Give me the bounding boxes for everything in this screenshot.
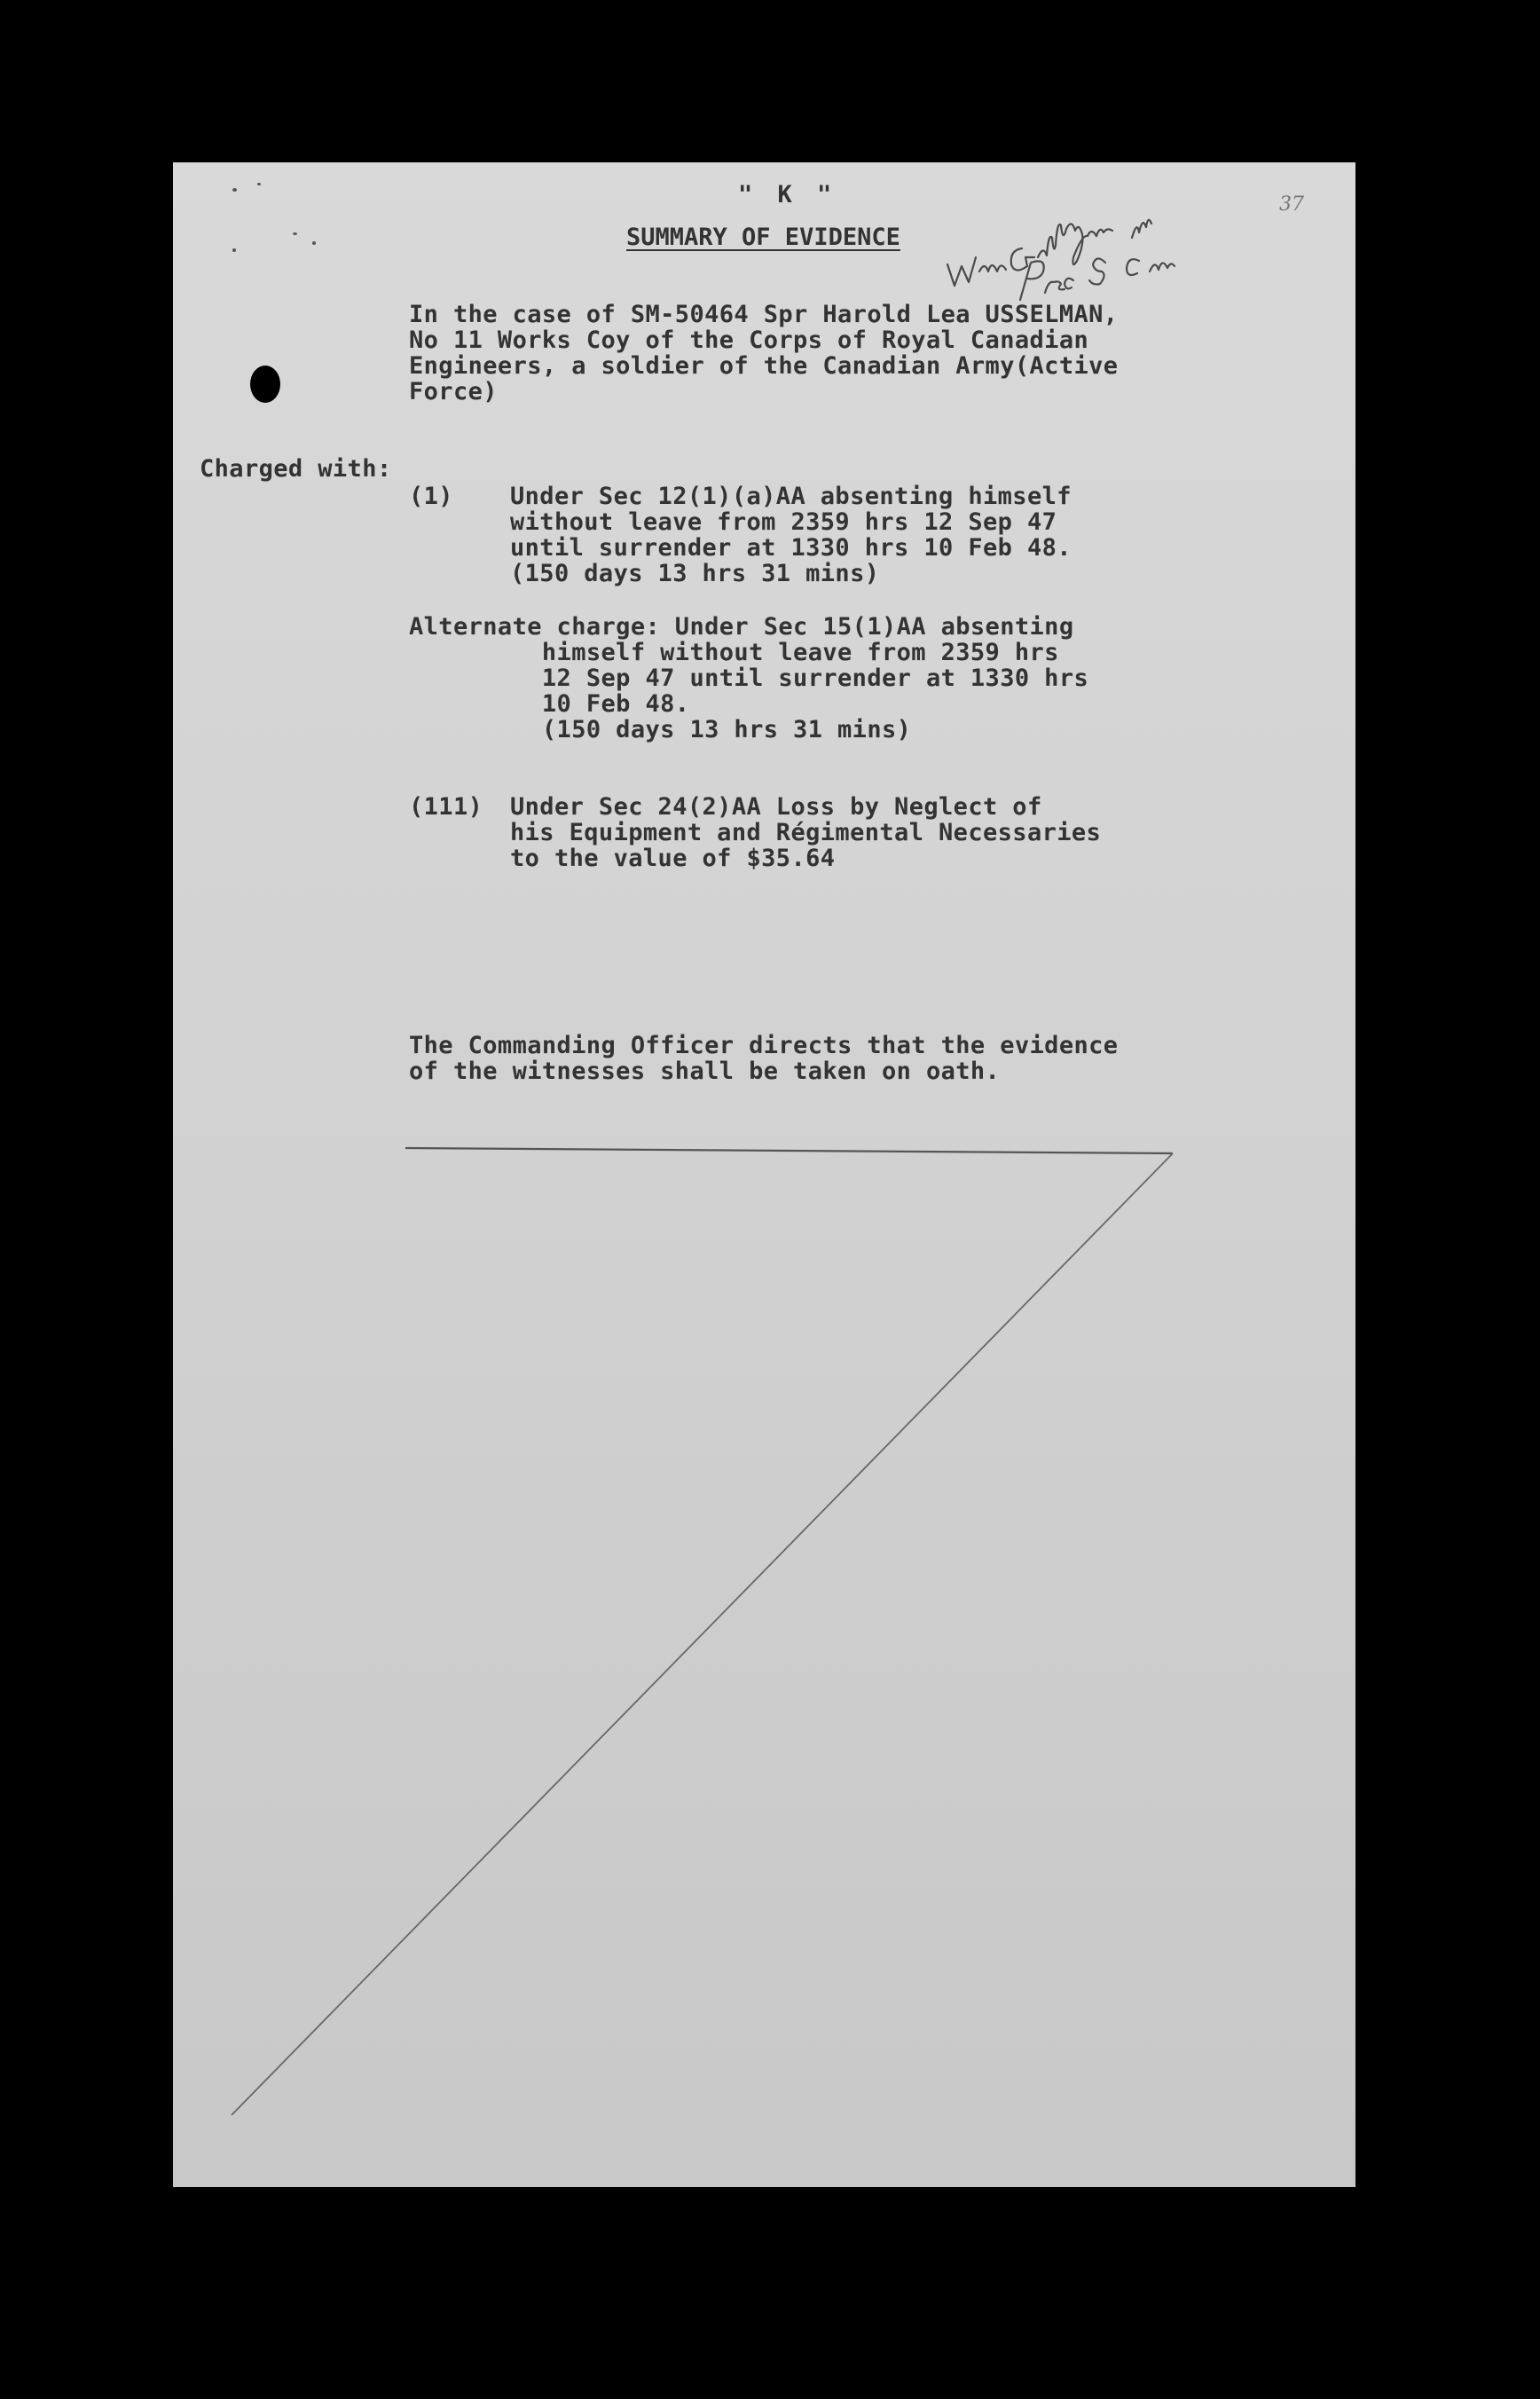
- page-number: 37: [1279, 193, 1304, 216]
- alternate-charge-line: 10 Feb 48.: [409, 690, 690, 718]
- charge-3-number: (111): [409, 793, 483, 821]
- punch-hole: [250, 366, 280, 403]
- case-intro-line: Engineers, a soldier of the Canadian Army(Active: [409, 352, 1119, 380]
- charge-3-line: Under Sec 24(2)AA Loss by Neglect of: [510, 793, 1042, 821]
- charge-1-line: without leave from 2359 hrs 12 Sep 47: [510, 508, 1057, 536]
- speck-mark: [232, 188, 237, 192]
- oath-direction-line: The Commanding Officer directs that the evidence: [409, 1032, 1119, 1059]
- alternate-charge-line: 12 Sep 47 until surrender at 1330 hrs: [409, 665, 1089, 692]
- case-intro-line: No 11 Works Coy of the Corps of Royal Canadian: [409, 326, 1089, 354]
- alternate-charge-line: (150 days 13 hrs 31 mins): [409, 716, 912, 743]
- document-heading: SUMMARY OF EVIDENCE: [626, 224, 900, 251]
- charge-1-line: until surrender at 1330 hrs 10 Feb 48.: [510, 534, 1072, 562]
- speck-mark: [293, 232, 297, 235]
- alternate-charge-line: Alternate charge: Under Sec 15(1)AA absenting: [409, 613, 1074, 641]
- case-intro-line: In the case of SM-50464 Spr Harold Lea USSELMAN,: [409, 301, 1119, 328]
- charge-1-line: Under Sec 12(1)(a)AA absenting himself: [510, 483, 1072, 510]
- speck-mark: [257, 183, 261, 185]
- charge-3-line: his Equipment and Régimental Necessaries: [510, 819, 1102, 846]
- case-intro-line: Force): [409, 378, 498, 405]
- speck-mark: [312, 241, 316, 245]
- charged-with-label: Charged with:: [200, 455, 392, 483]
- charge-1-line: (150 days 13 hrs 31 mins): [510, 560, 880, 587]
- document-marker: " K ": [738, 181, 837, 208]
- alternate-charge-line: himself without leave from 2359 hrs: [409, 639, 1059, 666]
- charge-3-line: to the value of $35.64: [510, 845, 836, 872]
- oath-direction-line: of the witnesses shall be taken on oath.: [409, 1058, 1001, 1085]
- charge-1-number: (1): [409, 483, 453, 510]
- speck-mark: [232, 248, 236, 252]
